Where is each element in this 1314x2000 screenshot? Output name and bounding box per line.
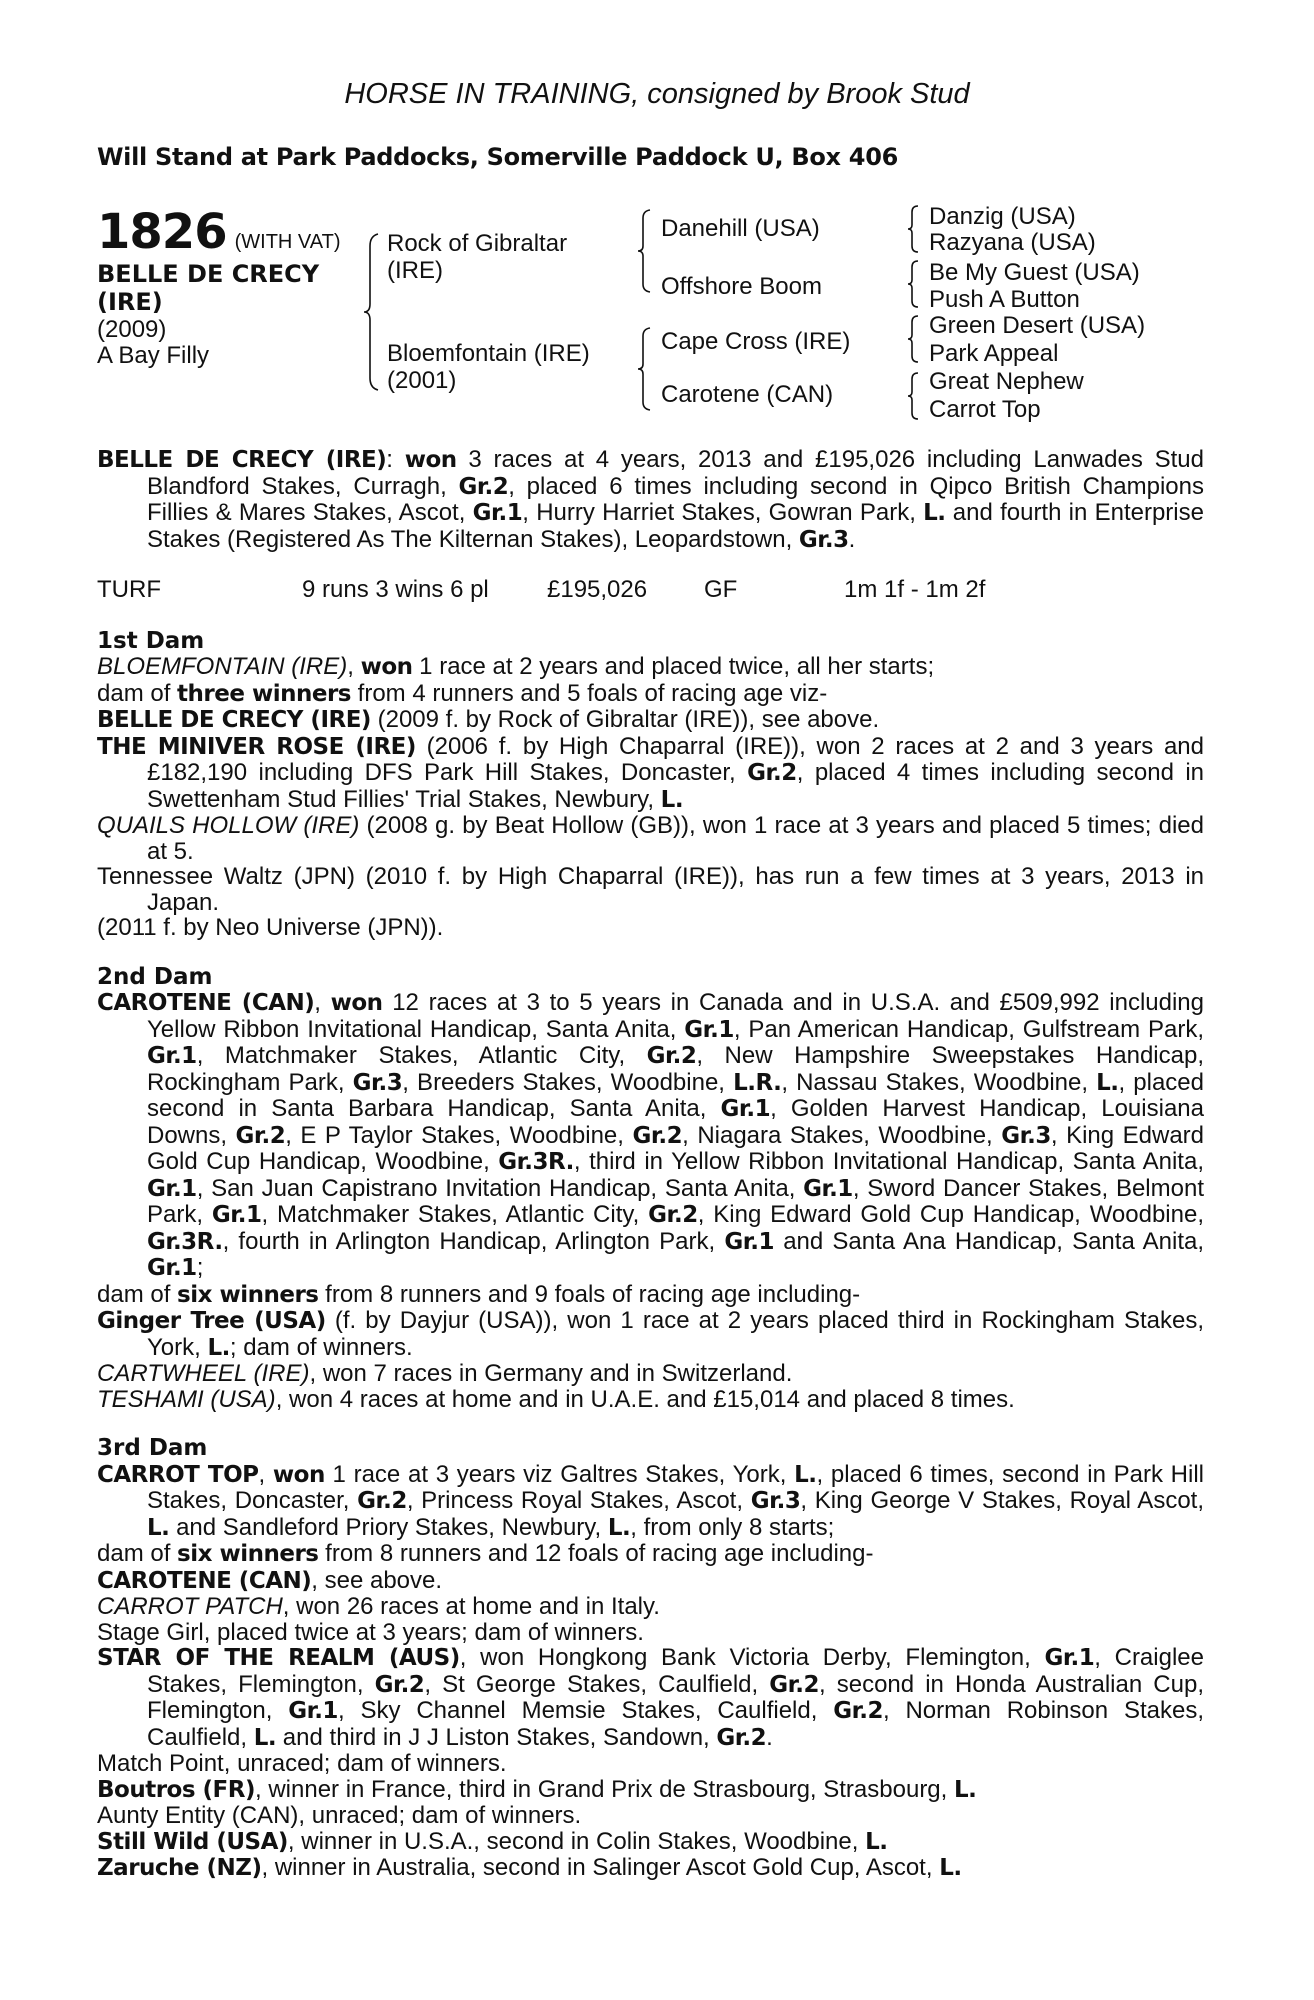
page-title: HORSE IN TRAINING, consigned by Brook Stud bbox=[344, 78, 970, 110]
first-dam-paragraph: BLOEMFONTAIN (IRE), won 1 race at 2 years and placed twice, all her starts; bbox=[97, 653, 935, 680]
produce-entry: Zaruche (NZ), winner in Australia, second in Salinger Ascot Gold Cup, Ascot, L. bbox=[97, 1854, 962, 1881]
horse-description: A Bay Filly bbox=[97, 342, 210, 369]
pedigree-sss: Danzig (USA) bbox=[929, 203, 1076, 230]
produce-entry: QUAILS HOLLOW (IRE) (2008 g. by Beat Hollow (GB)), won 1 race at 3 years and placed 5 times; died at 5. bbox=[97, 812, 1204, 865]
second-dam-paragraph: CAROTENE (CAN), won 12 races at 3 to 5 years in Canada and in U.S.A. and £509,992 including Yellow Ribbon Invitational Handicap, Santa Anita, Gr.1, Pan American Handicap, Gulfstream Park, Gr.1, Matchmaker Stakes, Atlantic City, Gr.2, New Hampshire Sweepstakes Handicap, Rockingham Park, Gr.3, Breeders Stakes, Woodbine, L.R., Nassau Stakes, Woodbine, L., placed second in Santa Barbara Handicap, Santa Anita, Gr.1, Golden Harvest Handicap, Louisiana Downs, Gr.2, E P Taylor Stakes, Woodbine, Gr.2, Niagara Stakes, Woodbine, Gr.3, King Edward Gold Cup Handicap, Woodbine, Gr.3R., third in Yellow Ribbon Invitational Handicap, Santa Anita, Gr.1, San Juan Capistrano Invitation Handicap, Santa Anita, Gr.1, Sword Dancer Stakes, Belmont Park, Gr.1, Matchmaker Stakes, Atlantic City, Gr.2, King Edward Gold Cup Handicap, Woodbine, Gr.3R., fourth in Arlington Handicap, Arlington Park, Gr.1 and Santa Ana Handicap, Santa Anita, Gr.1; bbox=[97, 989, 1205, 1281]
produce-entry: Match Point, unraced; dam of winners. bbox=[97, 1750, 507, 1777]
produce-entry: (2011 f. by Neo Universe (JPN)). bbox=[97, 914, 444, 941]
first-dam-heading: 1st Dam bbox=[97, 627, 205, 654]
turf-record: 9 runs 3 wins 6 pl bbox=[302, 576, 489, 603]
first-dam-produce-intro: dam of three winners from 4 runners and 5 foals of racing age viz- bbox=[97, 679, 828, 707]
turf-distance: 1m 1f - 1m 2f bbox=[844, 576, 986, 603]
pedigree-bracket-3c bbox=[906, 314, 920, 364]
produce-entry: CARROT PATCH, won 26 races at home and in Italy. bbox=[97, 1593, 660, 1620]
pedigree-bracket-3b bbox=[906, 259, 920, 309]
produce-entry: Still Wild (USA), winner in U.S.A., second in Colin Stakes, Woodbine, L. bbox=[97, 1827, 888, 1855]
produce-entry: STAR OF THE REALM (AUS), won Hongkong Bank Victoria Derby, Flemington, Gr.1, Craiglee Stakes, Flemington, Gr.2, St George Stakes, Caulfield, Gr.2, second in Honda Australian Cup, Flemington, Gr.1, Sky Channel Memsie Stakes, Caulfield, Gr.2, Norman Robinson Stakes, Caulfield, L. and third in J J Liston Stakes, Sandown, Gr.2. bbox=[97, 1644, 1204, 1751]
second-dam-heading: 2nd Dam bbox=[97, 963, 213, 990]
pedigree-sds: Be My Guest (USA) bbox=[929, 259, 1140, 286]
third-dam-produce-intro: dam of six winners from 8 runners and 12 foals of racing age including- bbox=[97, 1540, 874, 1567]
pedigree-sdd: Push A Button bbox=[929, 286, 1080, 313]
turf-surface: TURF bbox=[97, 576, 161, 603]
turf-earnings: £195,026 bbox=[547, 576, 648, 603]
produce-entry: CAROTENE (CAN), see above. bbox=[97, 1566, 443, 1594]
third-dam-heading: 3rd Dam bbox=[97, 1435, 208, 1461]
second-dam-produce-intro: dam of six winners from 8 runners and 9 foals of racing age including- bbox=[97, 1280, 861, 1308]
horse-name: BELLE DE CRECY (IRE) bbox=[97, 260, 320, 316]
pedigree-dss: Green Desert (USA) bbox=[929, 312, 1146, 339]
pedigree-dam-dam: Carotene (CAN) bbox=[661, 381, 834, 408]
pedigree-bracket-dam-line bbox=[636, 326, 654, 412]
produce-entry: CARTWHEEL (IRE), won 7 races in Germany and in Switzerland. bbox=[97, 1360, 793, 1387]
produce-entry: TESHAMI (USA), won 4 races at home and in U.A.E. and £15,014 and placed 8 times. bbox=[97, 1385, 1015, 1413]
race-record-paragraph: BELLE DE CRECY (IRE): won 3 races at 4 years, 2013 and £195,026 including Lanwades Stud Blandford Stakes, Curragh, Gr.2, placed 6 times including second in Qipco British Champions Fillies & Mares Stakes, Ascot, Gr.1, Hurry Harriet Stakes, Gowran Park, L. and fourth in Enterprise Stakes (Registered As The Kilternan Stakes), Leopardstown, Gr.3. bbox=[97, 446, 1204, 553]
pedigree-sire-dam: Offshore Boom bbox=[661, 273, 822, 300]
produce-entry: Boutros (FR), winner in France, third in Grand Prix de Strasbourg, Strasbourg, L. bbox=[97, 1775, 977, 1803]
pedigree-ssd: Razyana (USA) bbox=[929, 229, 1096, 256]
pedigree-bracket-3d bbox=[906, 371, 920, 421]
produce-entry: THE MINIVER ROSE (IRE) (2006 f. by High Chaparral (IRE)), won 2 races at 2 and 3 years and £182,190 including DFS Park Hill Stakes, Doncaster, Gr.2, placed 4 times including second in Swettenham Stud Fillies' Trial Stakes, Newbury, L. bbox=[97, 732, 1205, 813]
pedigree-bracket-gen1 bbox=[362, 232, 382, 392]
lot-number-line bbox=[97, 204, 341, 260]
pedigree-sire: Rock of Gibraltar (IRE) bbox=[387, 230, 568, 284]
pedigree-sire-sire: Danehill (USA) bbox=[661, 215, 820, 242]
pedigree-ddd: Carrot Top bbox=[929, 396, 1041, 423]
turf-record-row bbox=[97, 577, 1204, 603]
pedigree-dam: Bloemfontain (IRE) (2001) bbox=[387, 340, 590, 394]
pedigree-bracket-3a bbox=[906, 204, 920, 254]
produce-entry: Stage Girl, placed twice at 3 years; dam of winners. bbox=[97, 1618, 644, 1646]
produce-entry: Aunty Entity (CAN), unraced; dam of winners. bbox=[97, 1802, 582, 1829]
produce-entry: BELLE DE CRECY (IRE) (2009 f. by Rock of Gibraltar (IRE)), see above. bbox=[97, 706, 880, 733]
pedigree-dsd: Park Appeal bbox=[929, 340, 1059, 367]
lot-number: 1826 bbox=[97, 204, 227, 260]
catalogue-body bbox=[97, 447, 1204, 1882]
turf-going: GF bbox=[704, 576, 738, 603]
produce-entry: Tennessee Waltz (JPN) (2010 f. by High Chaparral (IRE)), has run a few times at 3 years, 2013 in Japan. bbox=[97, 863, 1204, 916]
third-dam-paragraph: CARROT TOP, won 1 race at 3 years viz Galtres Stakes, York, L., placed 6 times, second in Park Hill Stakes, Doncaster, Gr.2, Princess Royal Stakes, Ascot, Gr.3, King George V Stakes, Royal Ascot, L. and Sandleford Priory Stakes, Newbury, L., from only 8 starts; bbox=[97, 1460, 1205, 1541]
produce-entry: Ginger Tree (USA) (f. by Dayjur (USA)), won 1 race at 2 years placed third in Rockingham Stakes, York, L.; dam of winners. bbox=[97, 1307, 1204, 1361]
pedigree-dds: Great Nephew bbox=[929, 368, 1084, 395]
pedigree-dam-sire: Cape Cross (IRE) bbox=[661, 328, 851, 355]
pedigree-bracket-sire-line bbox=[636, 208, 654, 294]
stand-location: Will Stand at Park Paddocks, Somerville Paddock U, Box 406 bbox=[97, 143, 898, 171]
vat-label: (WITH VAT) bbox=[234, 231, 341, 253]
horse-year: (2009) bbox=[97, 316, 167, 343]
